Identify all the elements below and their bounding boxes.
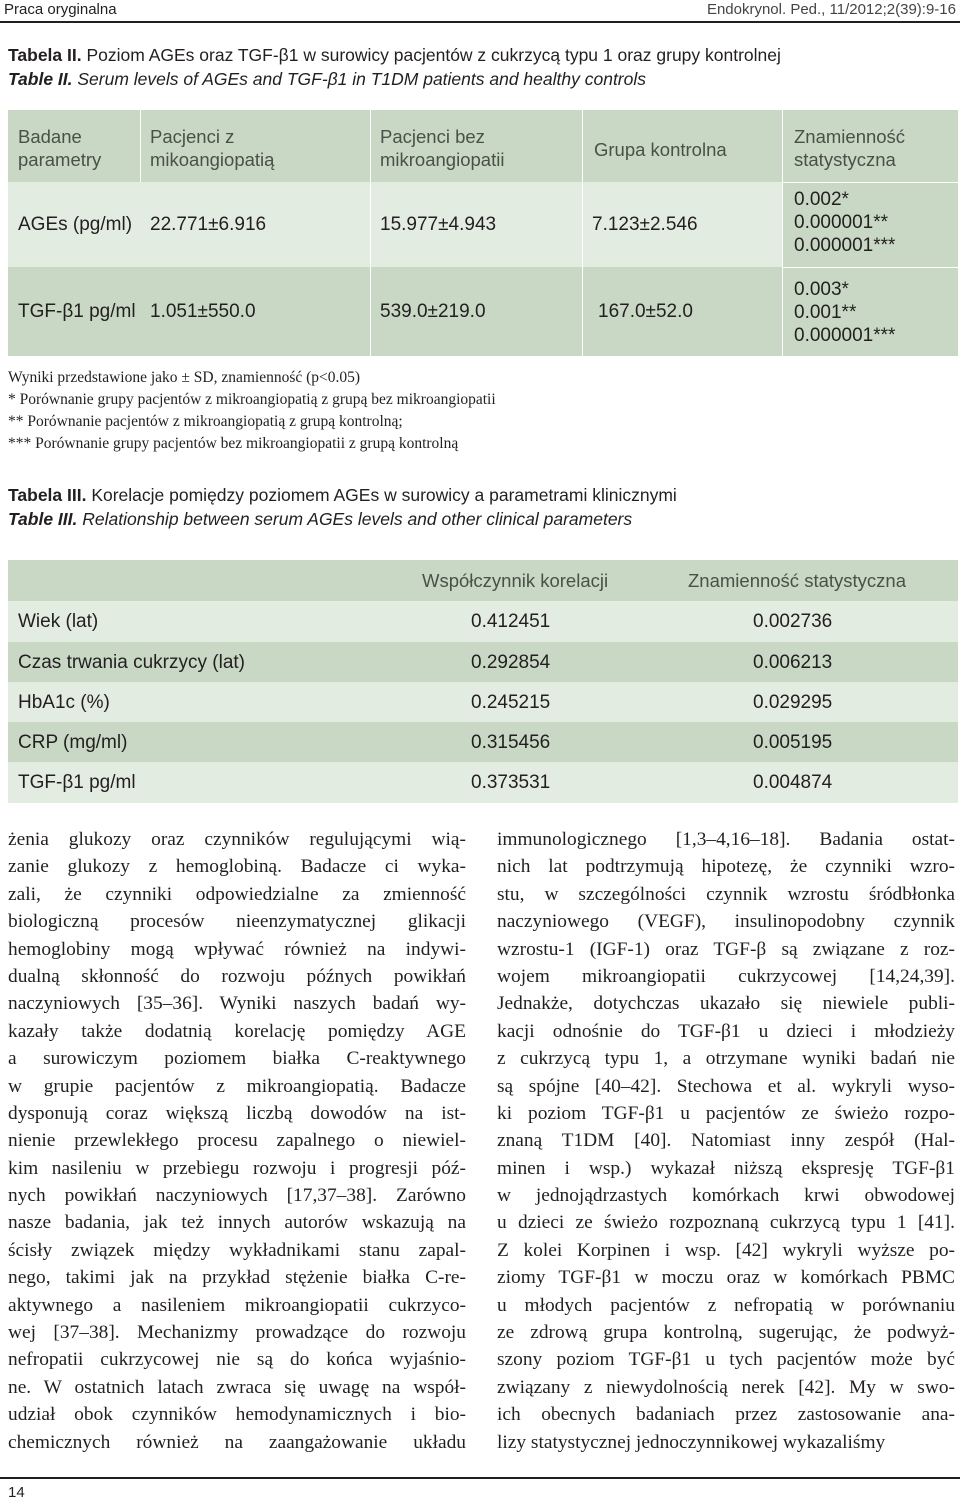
- col-divider: [140, 110, 141, 182]
- row1-param: AGEs (pg/ml): [18, 214, 133, 235]
- header-micro: [150, 125, 274, 171]
- running-header: [0, 0, 960, 22]
- text-line: nych powikłań naczyniowych [17,37–38]. Zarówno: [8, 1185, 466, 1207]
- row1-nomicro: 15.977±4.943: [380, 214, 497, 235]
- table-row: [8, 722, 958, 763]
- row-divider: [782, 182, 958, 183]
- row-sig: 0.005195: [753, 732, 833, 753]
- table2-notes: [8, 367, 496, 455]
- text-line: zali, że czynniki odpowiedzialne za zmienność: [8, 883, 466, 905]
- text-line: ki poziom TGF-β1 u pacjentów ze świeżo rozpo-: [497, 1102, 955, 1124]
- table2-label-pl: Tabela II.: [8, 45, 82, 65]
- header-micro-line1: Pacjenci z: [150, 126, 235, 147]
- text-line: chemicznych również na zaangażowanie układu: [8, 1431, 466, 1453]
- row1-sig-2: 0.000001**: [794, 212, 889, 233]
- journal-citation: Endokrynol. Ped., 11/2012;2(39):9-16: [706, 1, 956, 18]
- header-rule: [0, 21, 960, 23]
- text-line: udział obok czynników hemodynamicznych i bio-: [8, 1404, 466, 1426]
- row2-sig-2: 0.001**: [794, 302, 857, 323]
- row-coef: 0.315456: [471, 732, 551, 753]
- row-param: Wiek (lat): [18, 611, 99, 632]
- table2-title-en: Serum levels of AGEs and TGF-β1 in T1DM patients and healthy controls: [72, 69, 646, 89]
- table3-caption-en: [8, 508, 632, 530]
- header-params-line2: parametry: [18, 149, 102, 170]
- text-line: immunologicznego [1,3–4,16–18]. Badania ostat-: [497, 829, 955, 850]
- row-sig: 0.006213: [753, 652, 833, 673]
- table3-header-sig: Znamienność statystyczna: [688, 570, 906, 591]
- text-line: Z kolei Korpinen i wsp. [42] wykryli wyższe po-: [497, 1239, 955, 1261]
- text-line: nefropatii cukrzycowej nie są do końca wyjaśnio-: [8, 1349, 466, 1371]
- text-line: wzrostu-1 (IGF-1) oraz TGF-β są związane z roz-: [497, 938, 955, 960]
- table-row: [8, 642, 958, 683]
- header-nomicro: [380, 125, 504, 171]
- table3-title-pl: Korelacje pomiędzy poziomem AGEs w surowicy a parametrami klinicznymi: [86, 485, 677, 505]
- table3-header-row: [8, 560, 958, 601]
- table2: [8, 110, 958, 356]
- row2-micro: 1.051±550.0: [150, 301, 256, 322]
- row-sig: 0.004874: [753, 772, 833, 793]
- table-row: [8, 682, 958, 723]
- text-line: naczyniowych [35–36]. Wyniki naszych badań wy-: [8, 993, 466, 1015]
- row-coef: 0.373531: [471, 772, 551, 793]
- body-column-left: [8, 826, 466, 1456]
- text-line: nienie przewlekłego procesu zapalnego o niewiel-: [8, 1130, 466, 1152]
- footer-rule: [0, 1477, 960, 1479]
- text-line: kim nasileniu w przebiegu rozwoju i progresji póź-: [8, 1157, 466, 1179]
- table-row: [8, 762, 958, 803]
- text-line: nich lat podtrzymują hipotezę, że czynniki wzro-: [497, 856, 955, 878]
- row-coef: 0.245215: [471, 692, 551, 713]
- row-coef: 0.292854: [471, 652, 551, 673]
- text-line: w grupie pacjentów z mikroangiopatią. Badacze: [8, 1075, 466, 1097]
- table3-title-en: Relationship between serum AGEs levels and other clinical parameters: [77, 509, 633, 529]
- row-divider: [782, 267, 958, 268]
- text-line: zanie glukozy z hemoglobiną. Badacze ci wyka-: [8, 856, 466, 878]
- text-line: związany z niewydolnością nerek [42]. My w swo-: [497, 1376, 955, 1398]
- text-line: ne. W ostatnich latach zwraca się uwagę na współ-: [8, 1376, 466, 1398]
- page-number: 14: [8, 1484, 25, 1501]
- header-nomicro-line1: Pacjenci bez: [380, 126, 485, 147]
- row1-micro: 22.771±6.916: [150, 214, 267, 235]
- text-line: Jednakże, dotychczas ukazało się niewiele publi-: [497, 993, 955, 1015]
- table3: [8, 560, 958, 802]
- text-line: ich obecnych badaniach przez zastosowanie ana-: [497, 1404, 955, 1426]
- text-line: ze zdrową grupa kontrolną, sugerując, że podwyż-: [497, 1322, 955, 1344]
- text-line: znaną T1DM [40]. Natomiast inny zespół (Hal-: [497, 1130, 955, 1152]
- table2-caption-en: [8, 68, 646, 90]
- row1-sig-3: 0.000001***: [794, 235, 896, 256]
- text-line: wej [37–38]. Mechanizmy prowadzące do rozwoju: [8, 1322, 466, 1344]
- col-divider: [582, 110, 583, 356]
- row2-sig: [794, 278, 895, 347]
- header-micro-line2: mikoangiopatią: [150, 149, 275, 170]
- text-line: dualną skłonność do rozwoju późnych powikłań: [8, 965, 466, 987]
- row-sig: 0.029295: [753, 692, 833, 713]
- text-line: nego, takimi jak na przykład stężenie białka C-re-: [8, 1267, 466, 1289]
- col-divider: [782, 110, 783, 356]
- row-param: TGF-β1 pg/ml: [18, 772, 136, 793]
- row1-control: 7.123±2.546: [592, 214, 698, 235]
- section-label: Praca oryginalna: [4, 1, 117, 18]
- text-line: kazały także dodatnią korelację pomiędzy AGE: [8, 1020, 466, 1042]
- text-line: są spójne [40–42]. Stechowa et al. wykryli wyso-: [497, 1075, 955, 1097]
- text-line: hemoglobiny mogą wpływać również na indywi-: [8, 938, 466, 960]
- text-line: dysponują coraz większą liczbą dowodów na ist-: [8, 1102, 466, 1124]
- header-significance-line1: Znamienność: [794, 126, 906, 147]
- note: ** Porównanie pacjentów z mikroangiopatią z grupą kontrolną;: [8, 413, 403, 430]
- table2-title-pl: Poziom AGEs oraz TGF-β1 w surowicy pacjentów z cukrzycą typu 1 oraz grupy kontrolnej: [81, 45, 781, 65]
- text-line: u młodych pacjentów z nefropatią w porównaniu: [497, 1294, 955, 1316]
- text-line: z cukrzycą typu 1, a otrzymane wyniki badań nie: [497, 1048, 955, 1070]
- text-line: minen i wsp.) wykazał niższą ekspresję TGF-β1: [497, 1157, 955, 1179]
- table3-label-en: Table III.: [8, 509, 78, 529]
- table-row: [8, 601, 958, 642]
- text-line: kacji odnośnie do TGF-β1 u dzieci i młodzieży: [497, 1020, 955, 1042]
- row2-sig-1: 0.003*: [794, 279, 849, 300]
- note: * Porównanie grupy pacjentów z mikroangiopatią z grupą bez mikroangiopatii: [8, 391, 496, 408]
- col-divider: [370, 110, 371, 356]
- table3-label-pl: Tabela III.: [8, 485, 87, 505]
- text-line: lizy statystycznej jednoczynnikowej wykazaliśmy: [497, 1431, 886, 1453]
- row1-sig-1: 0.002*: [794, 189, 849, 210]
- row2-param: TGF-β1 pg/ml: [18, 301, 136, 322]
- text-line: nasze badania, jak też innych autorów wskazują na: [8, 1212, 466, 1234]
- text-line: szony poziom TGF-β1 u tych pacjentów może być: [497, 1349, 955, 1371]
- row1-sig: [794, 188, 895, 257]
- table2-caption-pl: [8, 44, 781, 66]
- row2-control: 167.0±52.0: [598, 301, 693, 322]
- header-params: [18, 125, 101, 171]
- note: Wyniki przedstawione jako ± SD, znamienność (p<0.05): [8, 369, 361, 386]
- row2-sig-3: 0.000001***: [794, 325, 896, 346]
- header-params-line1: Badane: [18, 126, 82, 147]
- row2-nomicro: 539.0±219.0: [380, 301, 486, 322]
- row-sig: 0.002736: [753, 611, 833, 632]
- body-column-right: [497, 826, 955, 1456]
- text-line: u dzieci ze świeżo rozpoznaną cukrzycą typu 1 [41].: [497, 1212, 955, 1234]
- header-significance: [794, 125, 905, 171]
- text-line: stu, w szczególności czynnik wzrostu śródbłonka: [497, 883, 955, 905]
- table3-header-coef: Współczynnik korelacji: [422, 570, 609, 591]
- text-line: biologiczną procesów nieenzymatycznej glikacji: [8, 911, 466, 933]
- row-param: Czas trwania cukrzycy (lat): [18, 652, 245, 673]
- text-line: w jednojądrzastych komórkach krwi obwodowej: [497, 1185, 955, 1207]
- header-control: Grupa kontrolna: [594, 139, 727, 160]
- row-coef: 0.412451: [471, 611, 551, 632]
- table3-caption-pl: [8, 484, 677, 506]
- text-line: ścisły związek między wykładnikami stanu zapal-: [8, 1239, 466, 1261]
- header-significance-line2: statystyczna: [794, 149, 896, 170]
- text-line: żenia glukozy oraz czynników regulującymi wią-: [8, 829, 466, 850]
- text-line: aktywnego a nasileniem mikroangiopatii cukrzyco-: [8, 1294, 466, 1316]
- note: *** Porównanie grupy pacjentów bez mikroangiopatii z grupą kontrolną: [8, 435, 459, 452]
- row-param: HbA1c (%): [18, 692, 110, 713]
- table2-label-en: Table II.: [8, 69, 73, 89]
- text-line: ziomy TGF-β1 w moczu oraz w komórkach PBMC: [497, 1267, 955, 1289]
- text-line: a surowiczym poziomem białka C-reaktywnego: [8, 1048, 466, 1070]
- text-line: wojem mikroangiopatii cukrzycowej [14,24,39].: [497, 965, 955, 987]
- header-nomicro-line2: mikroangiopatii: [380, 149, 505, 170]
- row-param: CRP (mg/ml): [18, 732, 128, 753]
- text-line: naczyniowego (VEGF), insulinopodobny czynnik: [497, 911, 955, 933]
